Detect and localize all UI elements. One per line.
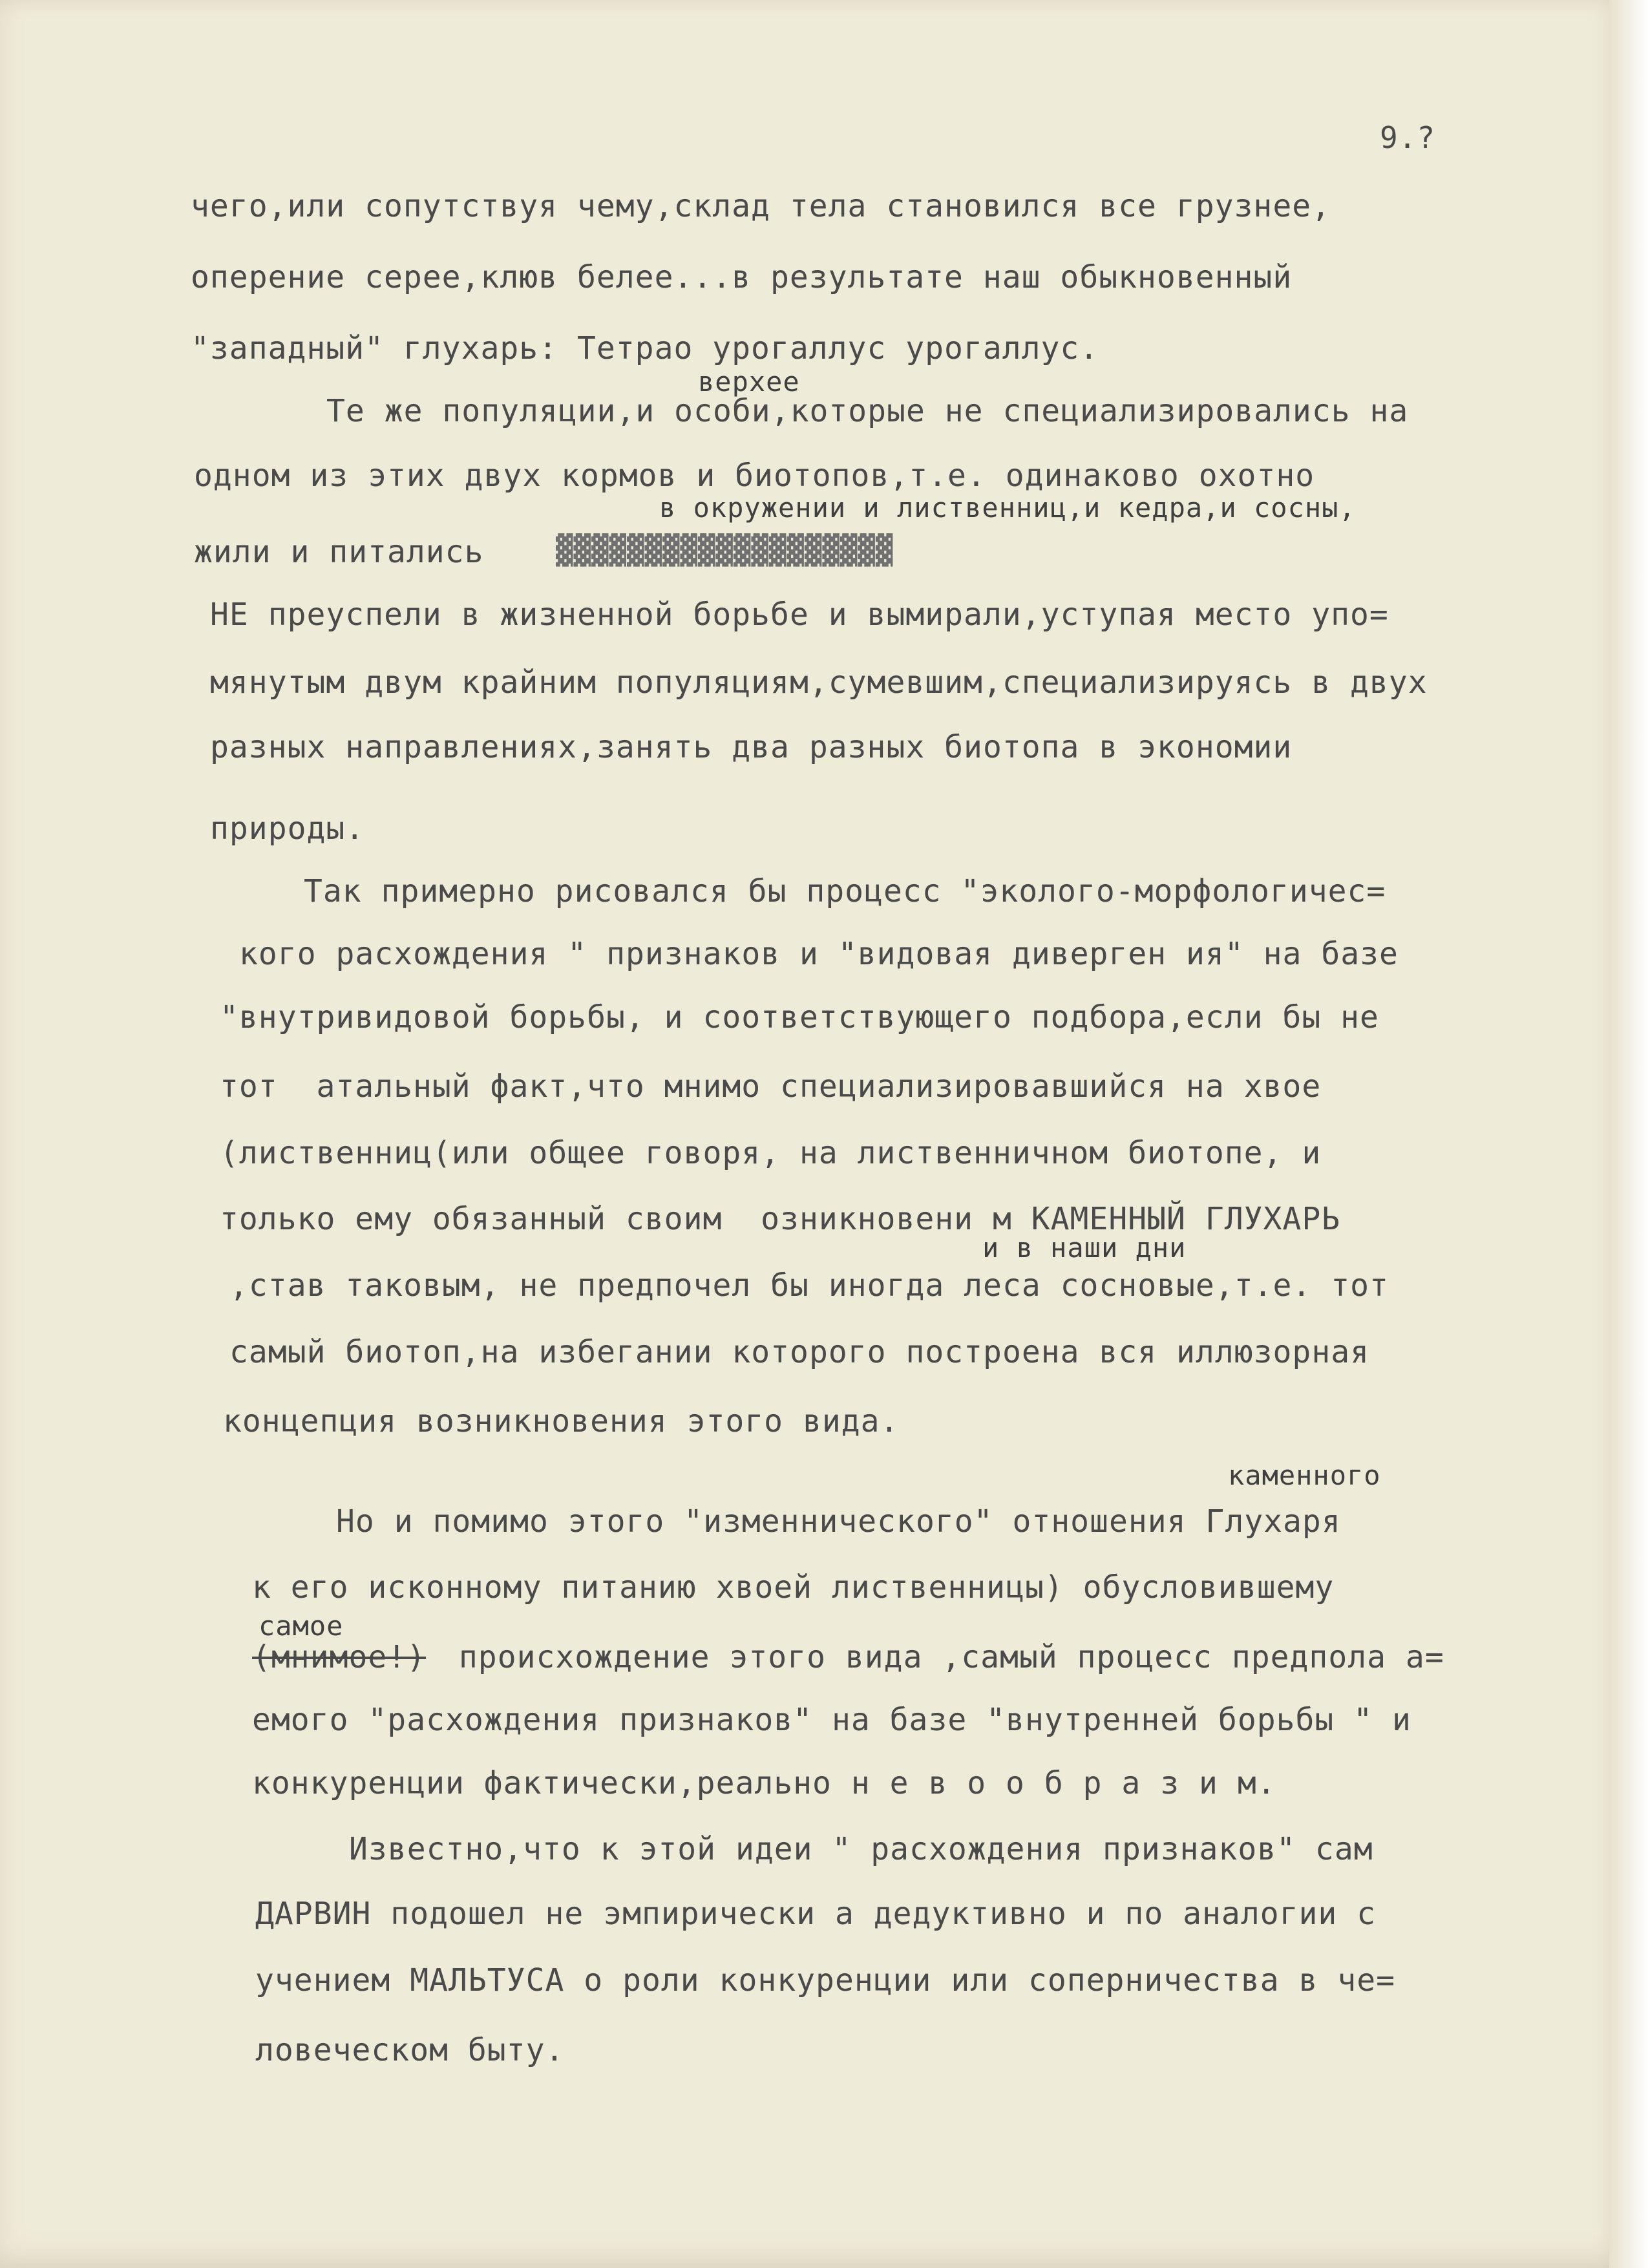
text-line: разных направлениях,занять два разных биотопа в экономии — [210, 729, 1293, 765]
text-line: к его исконному питанию хвоей лиственницы) обусловившему — [252, 1569, 1335, 1606]
text-line: кого расхождения " признаков и "видовая диверген ия" на базе — [239, 936, 1399, 972]
interlinear-insertion: и в наши дни — [982, 1232, 1187, 1264]
text-line: только ему обязанный своим озникновени м КАМЕННЫЙ ГЛУХАРЬ — [220, 1201, 1341, 1237]
text-line: Но и помимо этого "изменнического" отношения Глухаря — [336, 1503, 1341, 1540]
text-line: Так примерно рисовался бы процесс "эколого-морфологичес= — [304, 873, 1386, 909]
text-line: мянутым двум крайним популяциям,сумевшим,специализируясь в двух — [210, 664, 1428, 701]
text-line: ,став таковым, не предпочел бы иногда леса сосновые,т.е. тот — [229, 1267, 1389, 1304]
paper-edge — [1609, 0, 1648, 2268]
text-line: тот атальный факт,что мнимо специализировавшийся на хвое — [220, 1068, 1322, 1105]
text-line: самый биотоп,на избегании которого построена вся иллюзорная — [229, 1334, 1370, 1370]
interlinear-insertion: верхее — [698, 366, 800, 397]
text-line: ДАРВИН подошел не эмпирически а дедуктивно и по аналогии с — [255, 1896, 1377, 1932]
interlinear-insertion: самое — [259, 1610, 344, 1642]
text-line: концепция возникновения этого вида. — [223, 1403, 900, 1439]
text-line: емого "расхождения признаков" на базе "внутренней борьбы " и — [252, 1702, 1411, 1738]
text-line: конкуренции фактически,реально н е в о о б р а з и м. — [252, 1765, 1276, 1801]
struck-out-text: (мнимое!) — [252, 1639, 427, 1675]
text-line: одном из этих двух кормов и биотопов,т.е. одинаково охотно — [194, 458, 1315, 494]
text-line: ловеческом быту. — [255, 2032, 565, 2068]
text-line: Те же популяции,и особи,которые не специализировались на — [326, 393, 1409, 429]
struck-out-text: ▓▓▓▓▓▓▓▓▓▓▓▓▓▓▓▓▓▓▓ — [556, 534, 894, 567]
text-line: чего,или сопутствуя чему,склад тела становился все грузнее, — [191, 188, 1331, 224]
text-line: оперение серее,клюв белее...в результате наш обыкновенный — [191, 259, 1293, 295]
text-line: (лиственниц(или общее говоря, на лиственничном биотопе, и — [220, 1135, 1322, 1171]
page-number: 9.? — [1380, 120, 1436, 155]
text-line: "внутривидовой борьбы, и соответствующего подбора,если бы не — [220, 999, 1379, 1035]
text-line: Известно,что к этой идеи " расхождения признаков" сам — [349, 1831, 1373, 1867]
text-line: "западный" глухарь: Тетрао урогаллус урогаллус. — [191, 330, 1099, 366]
interlinear-insertion: в окружении и лиственниц,и кедра,и сосны, — [659, 492, 1356, 524]
text-line: природы. — [210, 811, 365, 847]
text-line: жили и питались — [194, 534, 484, 570]
text-line: НЕ преуспели в жизненной борьбе и вымирали,уступая место упо= — [210, 597, 1389, 633]
interlinear-insertion: каменного — [1228, 1459, 1381, 1491]
text-line: учением МАЛЬТУСА о роли конкуренции или соперничества в че= — [255, 1962, 1396, 1998]
text-line: происхождение этого вида ,самый процесс предпола а= — [439, 1639, 1444, 1675]
